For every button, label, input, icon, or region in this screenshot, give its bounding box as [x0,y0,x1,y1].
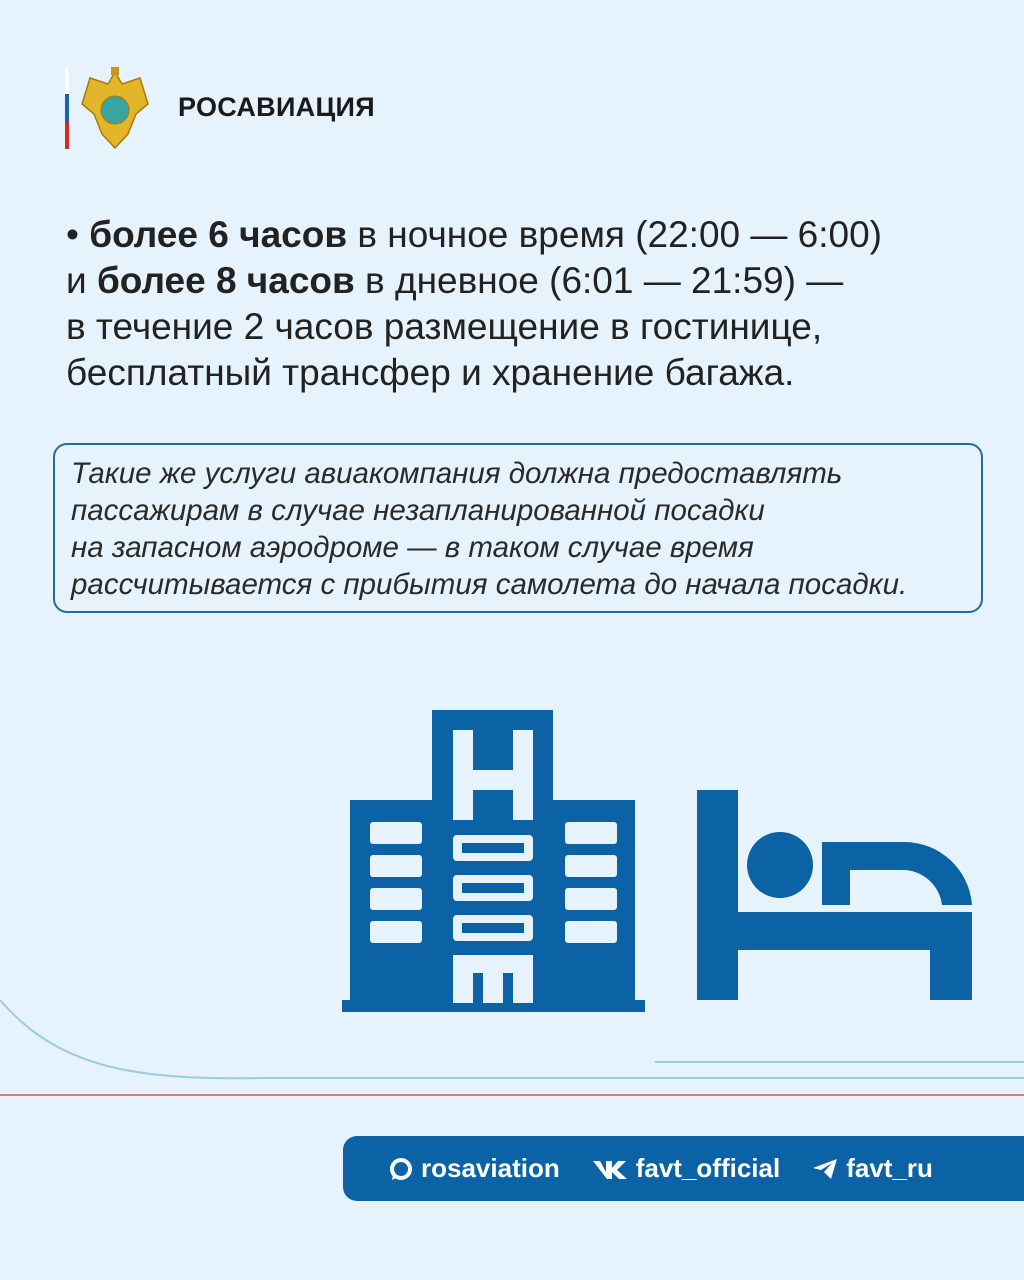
brand-name: РОСАВИАЦИЯ [178,92,375,122]
vk-icon [592,1158,628,1180]
bed-icon [697,790,972,1000]
social-link-vk[interactable] [592,1153,781,1184]
social-bar [343,1136,1024,1201]
social-label: favt_official [635,1153,781,1183]
social-label: favt_ru [846,1153,933,1183]
hotel-icon [342,710,645,1012]
social-link-max[interactable] [389,1153,560,1184]
telegram-icon [812,1158,838,1180]
max-icon [389,1157,413,1181]
social-label: rosaviation [421,1153,560,1183]
note-box: Такие же услуги авиакомпания должна предоставлять пассажирам в случае незапланированной посадки на запасном аэродроме — в таком случае время рассчитывается с прибытия самолета до начала посадки. [53,443,983,613]
main-text: • более 6 часов в ночное время (22:00 — 6:00) и более 8 часов в дневное (6:01 — 21:59) — в течение 2 часов размещение в гостинице, бесплатный трансфер и хранение багажа. [66,214,883,393]
social-link-telegram[interactable] [812,1153,933,1184]
